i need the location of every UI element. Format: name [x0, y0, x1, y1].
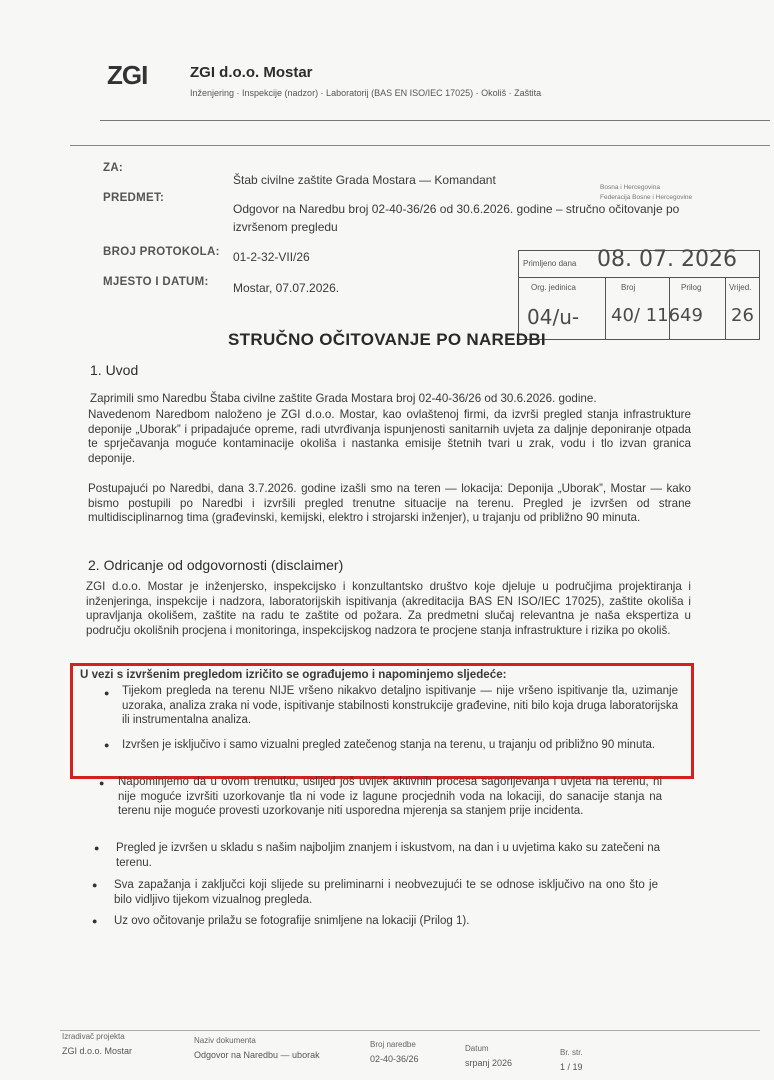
disclaimer-bullet-1: Tijekom pregleda na terenu NIJE vršeno nikakvo detaljno ispitivanje — nije vršeno ispitivanje tla, uzimanje uzoraka, analiza zraka ni vode, ispitivanje stabilnosti konstrukcije građevine, niti bilo koja druga laboratorijska ili instrumentalna analiza. [122, 685, 678, 726]
footer-col3-value: 02-40-36/26 [370, 1054, 419, 1064]
mjesto-label: MJESTO I DATUM: [103, 276, 209, 288]
footer-col2-value: Odgovor na Naredbu — uborak [194, 1050, 320, 1060]
footer-col5-label: Br. str. [560, 1048, 583, 1057]
header-divider-2 [70, 145, 770, 146]
stamp-org-label: Org. jedinica [531, 283, 576, 292]
stamp-small-text-2: Federacija Bosne i Hercegovine [600, 194, 693, 201]
footer-col1-label: Izradivač projekta [62, 1032, 125, 1041]
footer-divider [60, 1030, 760, 1031]
stamp-org-value: 04/u- [527, 305, 580, 329]
stamp-broj-label: Broj [621, 283, 636, 292]
stamp-small-text-1: Bosna i Hercegovina [600, 184, 660, 191]
bullet-marker: ● [104, 688, 110, 698]
predmet-label: PREDMET: [103, 192, 165, 204]
footer-col4-label: Datum [465, 1044, 489, 1053]
disclaimer-bullet-3: Napominjemo da u ovom trenutku, uslijed još uvijek aktivnih procesa sagorijevanja i uvjeta na terenu, ni nije moguće izvršiti uzorkovanje tla ni vode iz lagune procjednih voda na lokaciji, do sanacije stanja na terenu nije moguće provesti uzorkovanje niti usporedna mjerenja sa stanjem prije incidenta. [118, 776, 662, 817]
stamp-prilog-label: Prilog [681, 283, 702, 292]
company-logo: ZGI [107, 60, 148, 90]
protokol-label: BROJ PROTOKOLA: [103, 246, 220, 258]
section-1-heading: 1. Uvod [90, 362, 139, 378]
company-subtitle: Inženjering · Inspekcije (nadzor) · Laboratorij (BAS EN ISO/IEC 17025) · Okoliš · Zaštita [190, 88, 542, 98]
stamp-primljeno-value: 08. 07. 2026 [597, 247, 737, 272]
bullet-marker: ● [92, 880, 98, 890]
footer-col1-value: ZGI d.o.o. Mostar [62, 1046, 133, 1056]
footer-col4-value: srpanj 2026 [465, 1058, 513, 1068]
disclaimer-intro: U vezi s izvršenim pregledom izričito se ograđujemo i napominjemo sljedeće: [80, 668, 507, 681]
za-label: ZA: [103, 162, 124, 174]
stamp-vrijednost-label: Vrijed. [729, 283, 752, 292]
za-value: Štab civilne zaštite Grada Mostara — Komandant [233, 173, 496, 187]
predmet-value-line2: izvršenom pregledu [233, 220, 338, 234]
section-1-paragraph-2: Navedenom Naredbom naloženo je ZGI d.o.o. Mostar, kao ovlaštenoj firmi, da izvrši pregled stanja infrastrukture deponije „Uborak” i pripadajuće opreme, radi utvrđivanja ispunjenosti sanitarnih uvjeta za daljnje deponiranje otpada te sprječavanja moguće kontaminacije okoliša i nastanka emisije štetnih tvari u zrak, vodu i tlo izvan granica deponije. [88, 408, 691, 465]
company-name: ZGI d.o.o. Mostar [190, 64, 313, 81]
document-title: STRUČNO OČITOVANJE PO NAREDBI [228, 330, 546, 349]
footer-col3-label: Broj naredbe [370, 1040, 416, 1049]
mjesto-value: Mostar, 07.07.2026. [233, 281, 340, 295]
disclaimer-bullet-6: Uz ovo očitovanje prilažu se fotografije snimljene na lokaciji (Prilog 1). [114, 915, 470, 927]
section-1-paragraph-3: Postupajući po Naredbi, dana 3.7.2026. godine izašli smo na teren — lokacija: Deponija „Uborak”, Mostar — kako bismo postupili po Naredbi i izvršili pregled trenutne situacije na terenu. Pregled je izvršen od strane multidisciplinarnog tima (građevinski, kemijski, elektro i strojarski inženjer), u trajanju od približno 90 minuta. [88, 482, 691, 525]
bullet-marker: ● [104, 740, 110, 750]
stamp-primljeno-label: Primljeno dana [523, 259, 577, 268]
reception-stamp [518, 247, 760, 340]
disclaimer-bullet-4: Pregled je izvršen u skladu s našim najboljim znanjem i iskustvom, na dan i u uvjetima kako su zatečeni na terenu. [116, 842, 660, 869]
disclaimer-bullet-2: Izvršen je isključivo i samo vizualni pregled zatečenog stanja na terenu, u trajanju od približno 90 minuta. [122, 739, 656, 751]
bullet-marker: ● [92, 916, 98, 926]
footer-col5-value: 1 / 19 [560, 1062, 583, 1072]
protokol-value: 01-2-32-VII/26 [233, 250, 310, 264]
bullet-marker: ● [94, 843, 100, 853]
stamp-broj-value: 40/ 11649 [611, 305, 703, 326]
section-1-paragraph-1: Zaprimili smo Naredbu Štaba civilne zaštite Grada Mostara broj 02-40-36/26 od 30.6.2026. godine. [90, 392, 597, 405]
section-2-paragraph-1: ZGI d.o.o. Mostar je inženjersko, inspekcijsko i konzultantsko društvo koje djeluje u područjima projektiranja i inženjeringa, inspekcije i nadzora, laboratorijskih ispitivanja (akreditacija BAS EN ISO/IEC 17025), zaštite okoliša i upravljanja okolišem, zaštite na radu te zaštite od požara. Za predmetni slučaj relevantna je naša ekspertiza u području okolišnih procjena i monitoringa, inspekcijskog nadzora te procjene stanja infrastrukture i rizika po okoliš. [86, 580, 691, 637]
bullet-marker: ● [99, 778, 105, 788]
header-divider [100, 120, 770, 121]
footer-col2-label: Naziv dokumenta [194, 1036, 256, 1045]
predmet-value-line1: Odgovor na Naredbu broj 02-40-36/26 od 30.6.2026. godine – stručno očitovanje po [233, 202, 680, 216]
stamp-prilog-value: 26 [731, 305, 754, 326]
section-2-heading: 2. Odricanje od odgovornosti (disclaimer) [88, 557, 344, 573]
disclaimer-bullet-5: Sva zapažanja i zaključci koji slijede su preliminarni i neobvezujući te se odnose isključivo na ono što je bilo vidljivo tijekom vizualnog pregleda. [114, 879, 658, 906]
